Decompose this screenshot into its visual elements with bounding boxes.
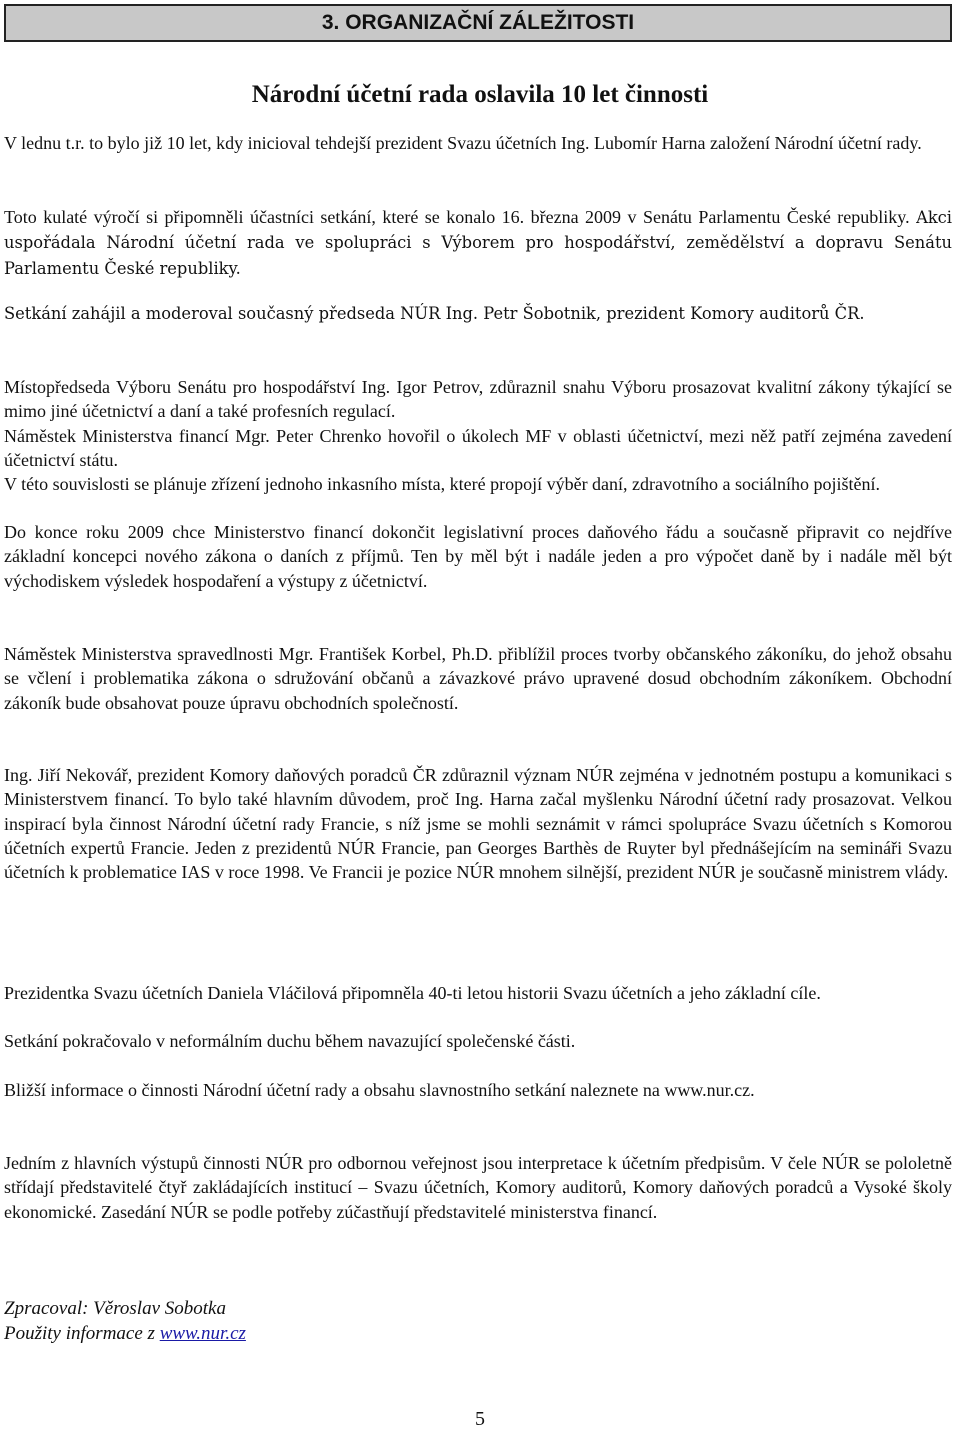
paragraph-social-part: Setkání pokračovalo v neformálním duchu během navazující společenské části. bbox=[4, 1031, 576, 1051]
paragraph-tax-law: Do konce roku 2009 chce Ministerstvo financí dokončit legislativní proces daňového řádu a současně připravit co nejdříve základní koncepci nového zákona o daních z příjmů. Ten by měl být i nadále jeden a pro výpočet daně by i nadále měl být východiskem výsledek hospodaření a výstupy z účetnictví. bbox=[4, 522, 952, 591]
paragraph-korbel: Náměstek Ministerstva spravedlnosti Mgr. František Korbel, Ph.D. přiblížil proces tvorby občanského zákoníku, do jehož obsahu se včlení i problematika zákona o sdružování občanů a závazkové právo upravené dosud obchodním zákoníkem. Obchodní zákoník bude obsahovat pouze úpravu obchodních společností. bbox=[4, 644, 952, 713]
source-link[interactable]: www.nur.cz bbox=[159, 1323, 246, 1344]
author-credit: Zpracoval: Věroslav Sobotka bbox=[4, 1298, 226, 1319]
paragraph-anniversary-b: Akci uspořádala Národní účetní rada ve spolupráci s Výborem pro hospodářství, zemědělství a dopravu Senátu Parlamentu České republiky. bbox=[4, 208, 953, 278]
page-number: 5 bbox=[475, 1408, 485, 1430]
paragraph-collection-point: V této souvislosti se plánuje zřízení jednoho inkasního místa, které propojí výběr daní, zdravotního a sociálního pojištění. bbox=[4, 474, 880, 494]
paragraph-anniversary bbox=[4, 205, 952, 281]
paragraph-chrenko: Náměstek Ministerstva financí Mgr. Peter Chrenko hovořil o úkolech MF v oblasti účetnictví, mezi něž patří zejména zavedení účetnictví státu. bbox=[4, 426, 952, 471]
paragraph-petrov: Místopředseda Výboru Senátu pro hospodářství Ing. Igor Petrov, zdůraznil snahu Výboru prosazovat kvalitní zákony týkající se mimo jiné účetnictví a daní a také profesních regulací. bbox=[4, 377, 952, 422]
source-credit bbox=[4, 1322, 952, 1346]
section-header bbox=[4, 4, 952, 42]
paragraph-opening: Setkání zahájil a moderoval současný předseda NÚR Ing. Petr Šobotnik, prezident Komory auditorů ČR. bbox=[4, 304, 865, 323]
article-title: Národní účetní rada oslavila 10 let činnosti bbox=[251, 81, 709, 108]
paragraph-vlacilova: Prezidentka Svazu účetních Daniela Vláčilová připomněla 40-ti letou historii Svazu účetních a jeho základní cíle. bbox=[4, 983, 821, 1003]
source-credit-prefix: Použity informace z bbox=[4, 1323, 160, 1344]
paragraph-nekovar: Ing. Jiří Nekovář, prezident Komory daňových poradců ČR zdůraznil význam NÚR zejména v jednotném postupu a komunikaci s Ministerstvem financí. To bylo také hlavním důvodem, proč Ing. Harna začal myšlenku Národní účetní rady prosazovat. Velkou inspirací byla činnost Národní účetní rady Francie, s níž jsme se mohli seznámit v rámci spolupráce Svazu účetních s Komorou účetních expertů Francie. Jeden z prezidentů NÚR Francie, pan Georges Barthès de Ruyter byl přednášejícím na semináři Svazu účetních k problematice IAS v roce 1998. Ve Francii je pozice NÚR mnohem silnější, prezident NÚR je současně ministrem vlády. bbox=[4, 765, 952, 883]
section-title: 3. ORGANIZAČNÍ ZÁLEŽITOSTI bbox=[321, 11, 635, 34]
paragraph-more-info: Bližší informace o činnosti Národní účetní rady a obsahu slavnostního setkání naleznete na www.nur.cz. bbox=[4, 1080, 755, 1100]
paragraph-anniversary-a: Toto kulaté výročí si připomněli účastníci setkání, které se konalo 16. března 2009 v Senátu Parlamentu České republiky. bbox=[4, 207, 910, 227]
paragraph-intro: V lednu t.r. to bylo již 10 let, kdy inicioval tehdejší prezident Svazu účetních Ing. Lubomír Harna založení Národní účetní rady. bbox=[4, 133, 922, 153]
paragraph-interpretations: Jedním z hlavních výstupů činnosti NÚR pro odbornou veřejnost jsou interpretace k účetním předpisům. V čele NÚR se pololetně střídají představitelé čtyř zakládajících institucí – Svazu účetních, Komory auditorů, Komory daňových poradců a Vysoké školy ekonomické. Zasedání NÚR se podle potřeby zúčastňují představitelé ministerstva financí. bbox=[4, 1153, 952, 1222]
